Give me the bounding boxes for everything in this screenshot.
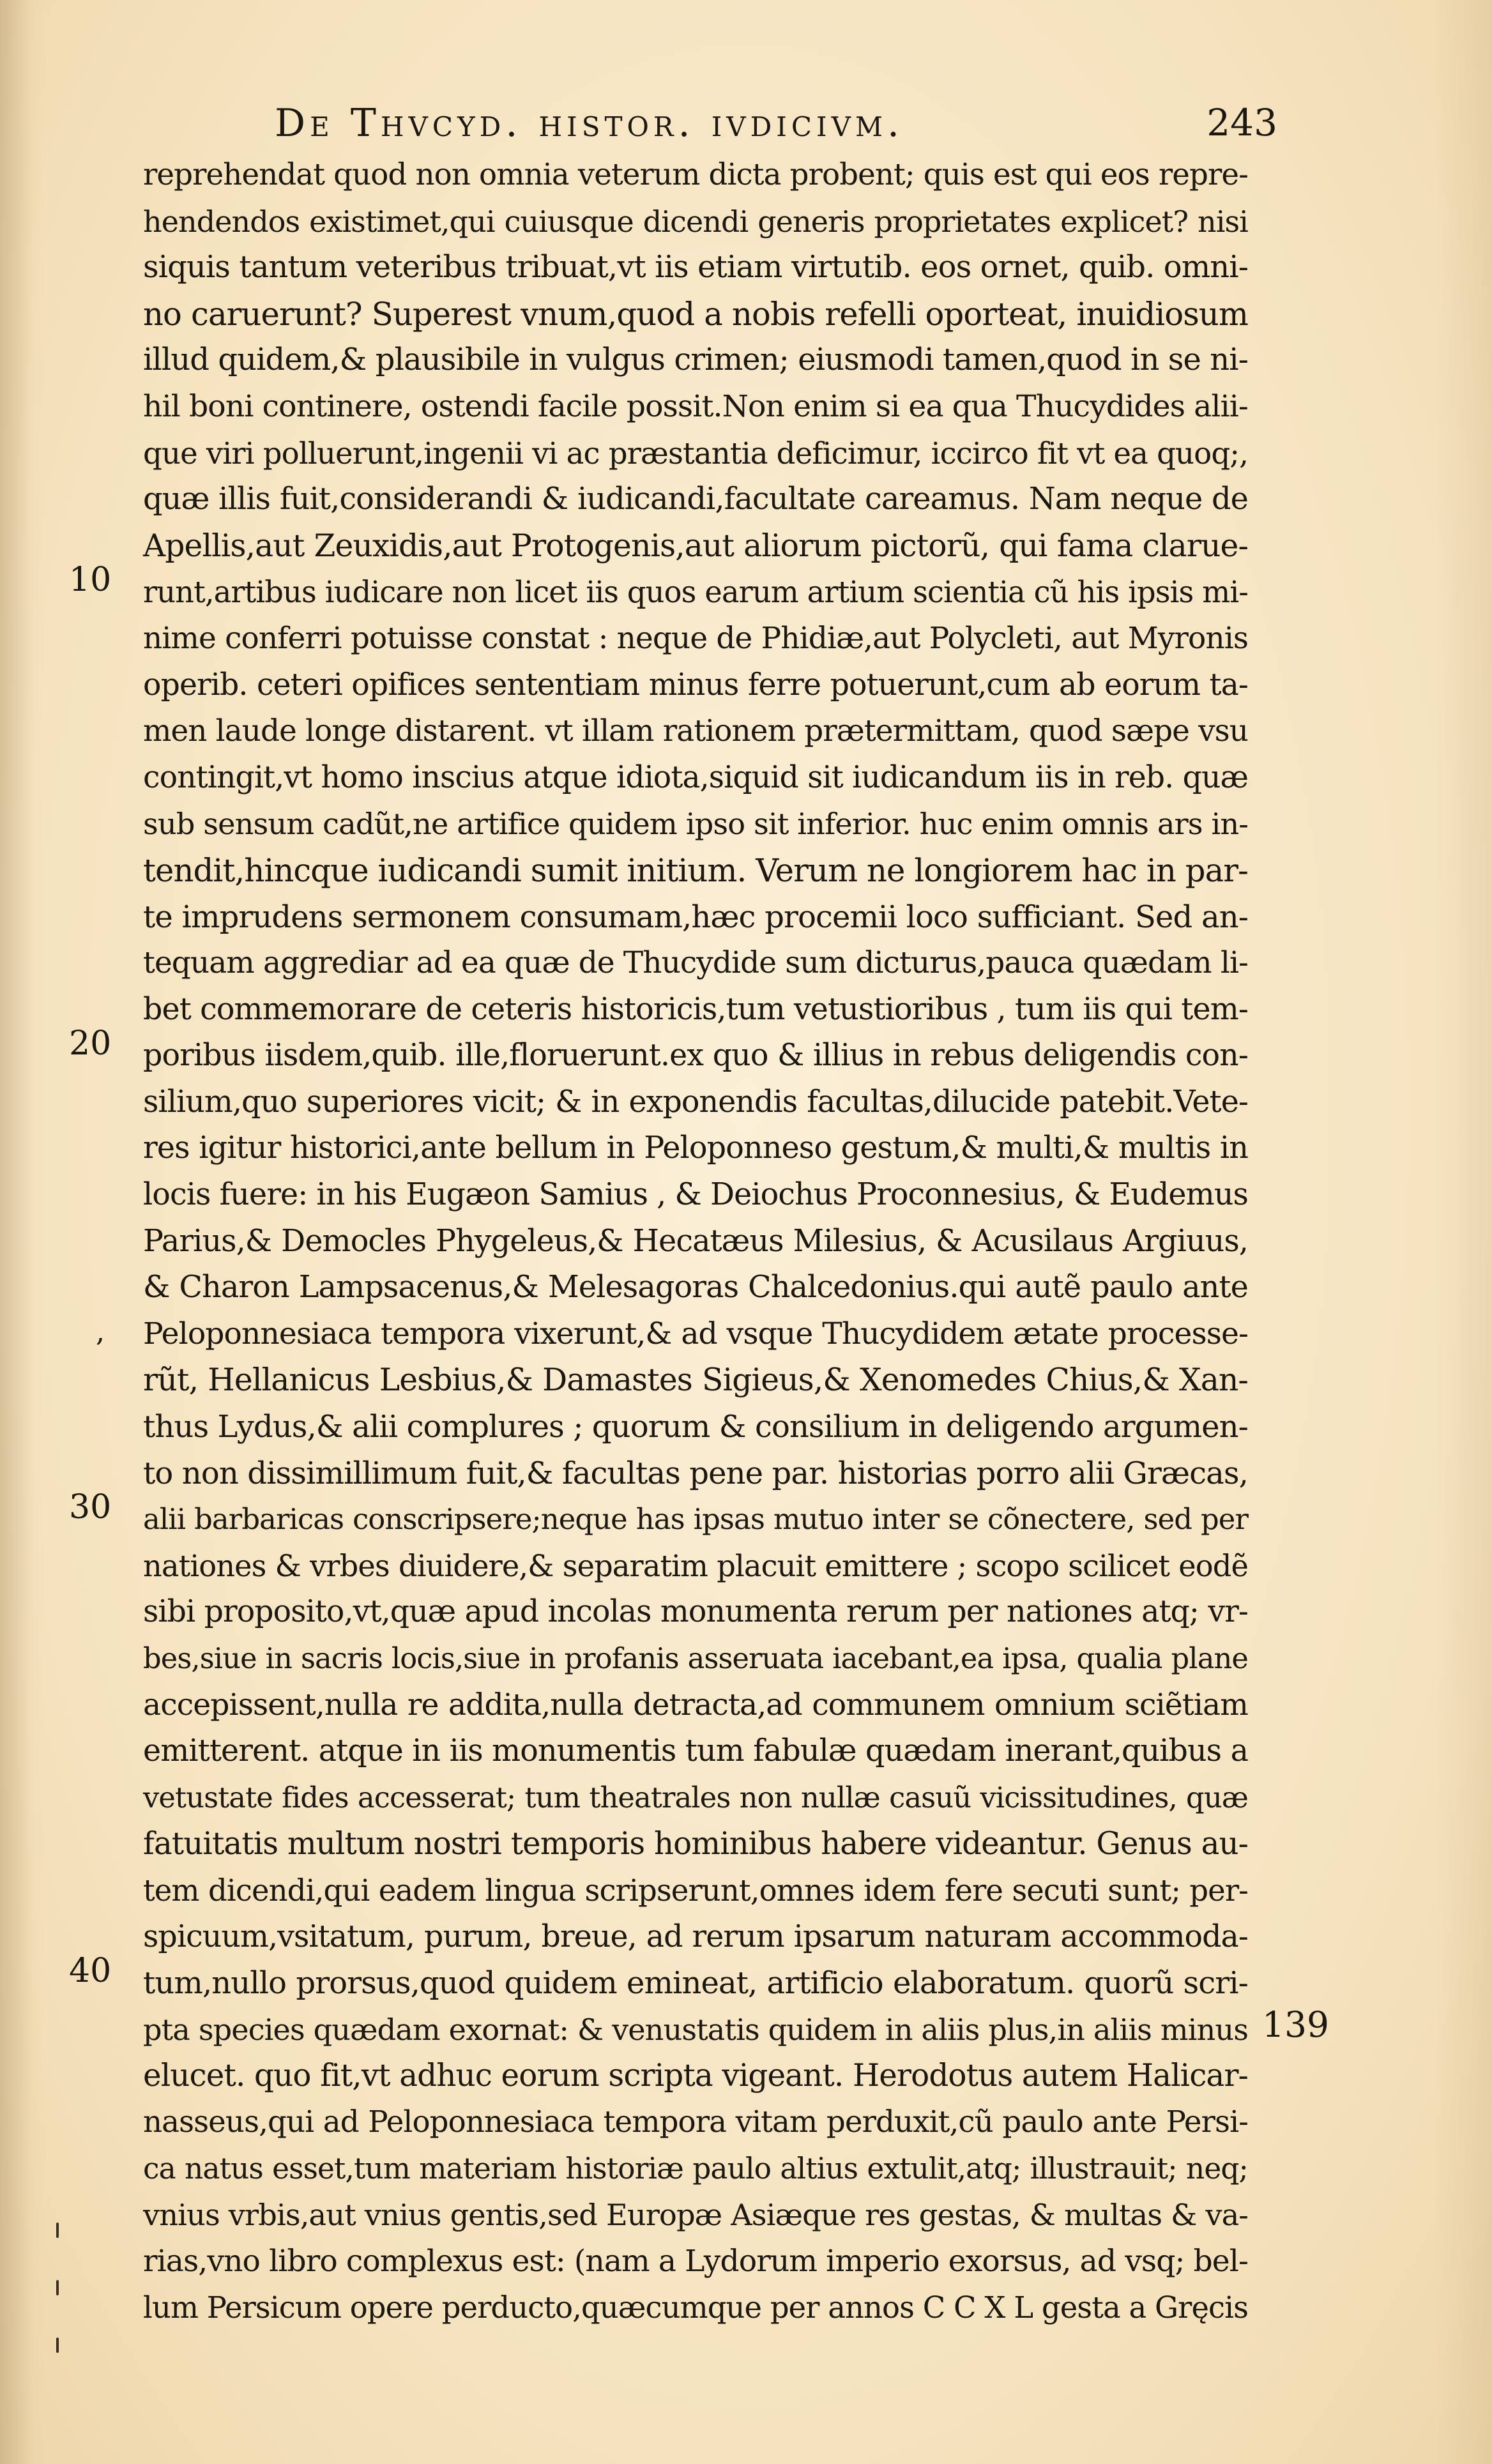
text-line: men laude longe distarent. vt illam rationem prætermittam, quod sæpe vsu xyxy=(143,714,1248,749)
text-line: res igitur historici,ante bellum in Peloponneso gestum,& multi,& multis in xyxy=(143,1130,1248,1166)
text-line: te imprudens sermonem consumam,hæc procemii loco sufficiant. Sed an- xyxy=(143,899,1248,935)
text-line: bet commemorare de ceteris historicis,tum vetustioribus , tum iis qui tem- xyxy=(143,991,1248,1027)
side-mark: , xyxy=(96,1316,105,1348)
text-line: alii barbaricas conscripsere;neque has ipsas mutuo inter se cõnectere, sed per xyxy=(143,1502,1248,1537)
text-line: spicuum,vsitatum, purum, breue, ad rerum ipsarum naturam accommoda- xyxy=(143,1919,1248,1954)
margin-tick xyxy=(56,2338,59,2353)
binding-shadow xyxy=(0,0,32,2464)
text-line: sub sensum cadũt,ne artifice quidem ipso sit inferior. huc enim omnis ars in- xyxy=(143,807,1248,842)
text-line: contingit,vt homo inscius atque idiota,siquid sit iudicandum iis in reb. quæ xyxy=(143,759,1248,795)
text-line: Peloponnesiaca tempora vixerunt,& ad vsque Thucydidem ætate processe- xyxy=(143,1316,1248,1351)
text-line: illud quidem,& plausibile in vulgus crimen; eiusmodi tamen,quod in se ni- xyxy=(143,342,1248,378)
text-line: Apellis,aut Zeuxidis,aut Protogenis,aut aliorum pictorũ, qui fama clarue- xyxy=(143,528,1248,564)
line-number: 10 xyxy=(69,561,112,599)
text-line: sibi proposito,vt,quæ apud incolas monumenta rerum per nationes atq; vr- xyxy=(143,1594,1248,1630)
body-text xyxy=(143,152,1248,2331)
page-number: 243 xyxy=(1207,101,1277,144)
text-line: accepissent,nulla re addita,nulla detracta,ad communem omnium sciẽtiam xyxy=(143,1687,1248,1723)
text-line: reprehendat quod non omnia veterum dicta probent; quis est qui eos repre- xyxy=(143,158,1248,192)
text-line: rũt, Hellanicus Lesbius,& Damastes Sigieus,& Xenomedes Chius,& Xan- xyxy=(143,1362,1248,1399)
text-line: operib. ceteri opifices sententiam minus ferre potuerunt,cum ab eorum ta- xyxy=(143,667,1248,703)
text-line: no caruerunt? Superest vnum,quod a nobis refelli oporteat, inuidiosum xyxy=(143,295,1248,333)
text-line: poribus iisdem,quib. ille,floruerunt.ex quo & illius in rebus deligendis con- xyxy=(143,1038,1248,1074)
text-line: ca natus esset,tum materiam historiæ paulo altius extulit,atq; illustrauit; neq; xyxy=(143,2151,1248,2186)
text-line: tum,nullo prorsus,quod quidem emineat, artificio elaboratum. quorũ scri- xyxy=(143,1965,1248,2002)
line-number: 30 xyxy=(69,1488,112,1526)
text-line: thus Lydus,& alii complures ; quorum & consilium in deligendo argumen- xyxy=(143,1409,1248,1445)
margin-tick xyxy=(56,2223,59,2238)
text-line: rias,vno libro complexus est: (nam a Lydorum imperio exorsus, ad vsq; bel- xyxy=(143,2243,1248,2279)
text-line: pta species quædam exornat: & venustatis quidem in aliis plus,in aliis minus xyxy=(143,2012,1248,2047)
text-line: tendit,hincque iudicandi sumit initium. Verum ne longiorem hac in par- xyxy=(143,851,1248,889)
text-line: fatuitatis multum nostri temporis hominibus habere videantur. Genus au- xyxy=(143,1826,1248,1862)
text-line: silium,quo superiores vicit; & in exponendis facultas,dilucide patebit.Vete- xyxy=(143,1084,1248,1120)
margin-note: 139 xyxy=(1262,2004,1329,2045)
text-line: emitterent. atque in iis monumentis tum fabulæ quædam inerant,quibus a xyxy=(143,1733,1248,1769)
text-line: & Charon Lampsacenus,& Melesagoras Chalcedonius.qui autẽ paulo ante xyxy=(143,1270,1248,1305)
line-number: 40 xyxy=(69,1952,112,1990)
line-number: 20 xyxy=(69,1024,112,1063)
text-line: nationes & vrbes diuidere,& separatim placuit emittere ; scopo scilicet eodẽ xyxy=(143,1548,1248,1583)
text-line: quæ illis fuit,considerandi & iudicandi,facultate careamus. Nam neque de xyxy=(143,482,1248,517)
text-line: bes,siue in sacris locis,siue in profanis asseruata iacebant,ea ipsa, qualia plane xyxy=(143,1641,1248,1675)
text-line: locis fuere: in his Eugæon Samius , & Deiochus Proconnesius, & Eudemus xyxy=(143,1177,1248,1213)
text-line: vnius vrbis,aut vnius gentis,sed Europæ Asiæque res gestas, & multas & va- xyxy=(143,2198,1248,2233)
text-line: elucet. quo fit,vt adhuc eorum scripta vigeant. Herodotus autem Halicar- xyxy=(143,2058,1248,2094)
margin-tick xyxy=(56,2280,59,2295)
text-line: nasseus,qui ad Peloponnesiaca tempora vitam perduxit,cũ paulo ante Persi- xyxy=(143,2104,1248,2140)
text-line: vetustate fides accesserat; tum theatrales non nullæ casuũ vicissitudines, quæ xyxy=(143,1780,1248,1814)
text-line: to non dissimillimum fuit,& facultas pene par. historias porro alii Græcas, xyxy=(143,1455,1248,1491)
text-line: nime conferri potuisse constat : neque de Phidiæ,aut Polycleti, aut Myronis xyxy=(143,620,1248,656)
text-line: tem dicendi,qui eadem lingua scripserunt,omnes idem fere secuti sunt; per- xyxy=(143,1873,1248,1908)
text-line: siquis tantum veteribus tribuat,vt iis etiam virtutib. eos ornet, quib. omni- xyxy=(143,250,1248,285)
running-head: De Thvcyd. histor. ivdicivm. xyxy=(275,101,904,146)
text-line: runt,artibus iudicare non licet iis quos earum artium scientia cũ his ipsis mi- xyxy=(143,575,1248,610)
text-line: tequam aggrediar ad ea quæ de Thucydide sum dicturus,pauca quædam li- xyxy=(143,945,1248,981)
text-line: hendendos existimet,qui cuiusque dicendi generis proprietates explicet? nisi xyxy=(143,204,1248,239)
text-line: Parius,& Democles Phygeleus,& Hecatæus Milesius, & Acusilaus Argiuus, xyxy=(143,1223,1248,1259)
text-line: hil boni continere, ostendi facile possit.Non enim si ea qua Thucydides alii- xyxy=(143,388,1248,424)
page-header xyxy=(275,96,1297,153)
text-line: que viri polluerunt,ingenii vi ac præstantia deficimur, iccirco fit vt ea quoq;, xyxy=(143,436,1248,471)
text-line: lum Persicum opere perducto,quæcumque per annos C C X L gesta a Gręcis xyxy=(143,2290,1248,2325)
